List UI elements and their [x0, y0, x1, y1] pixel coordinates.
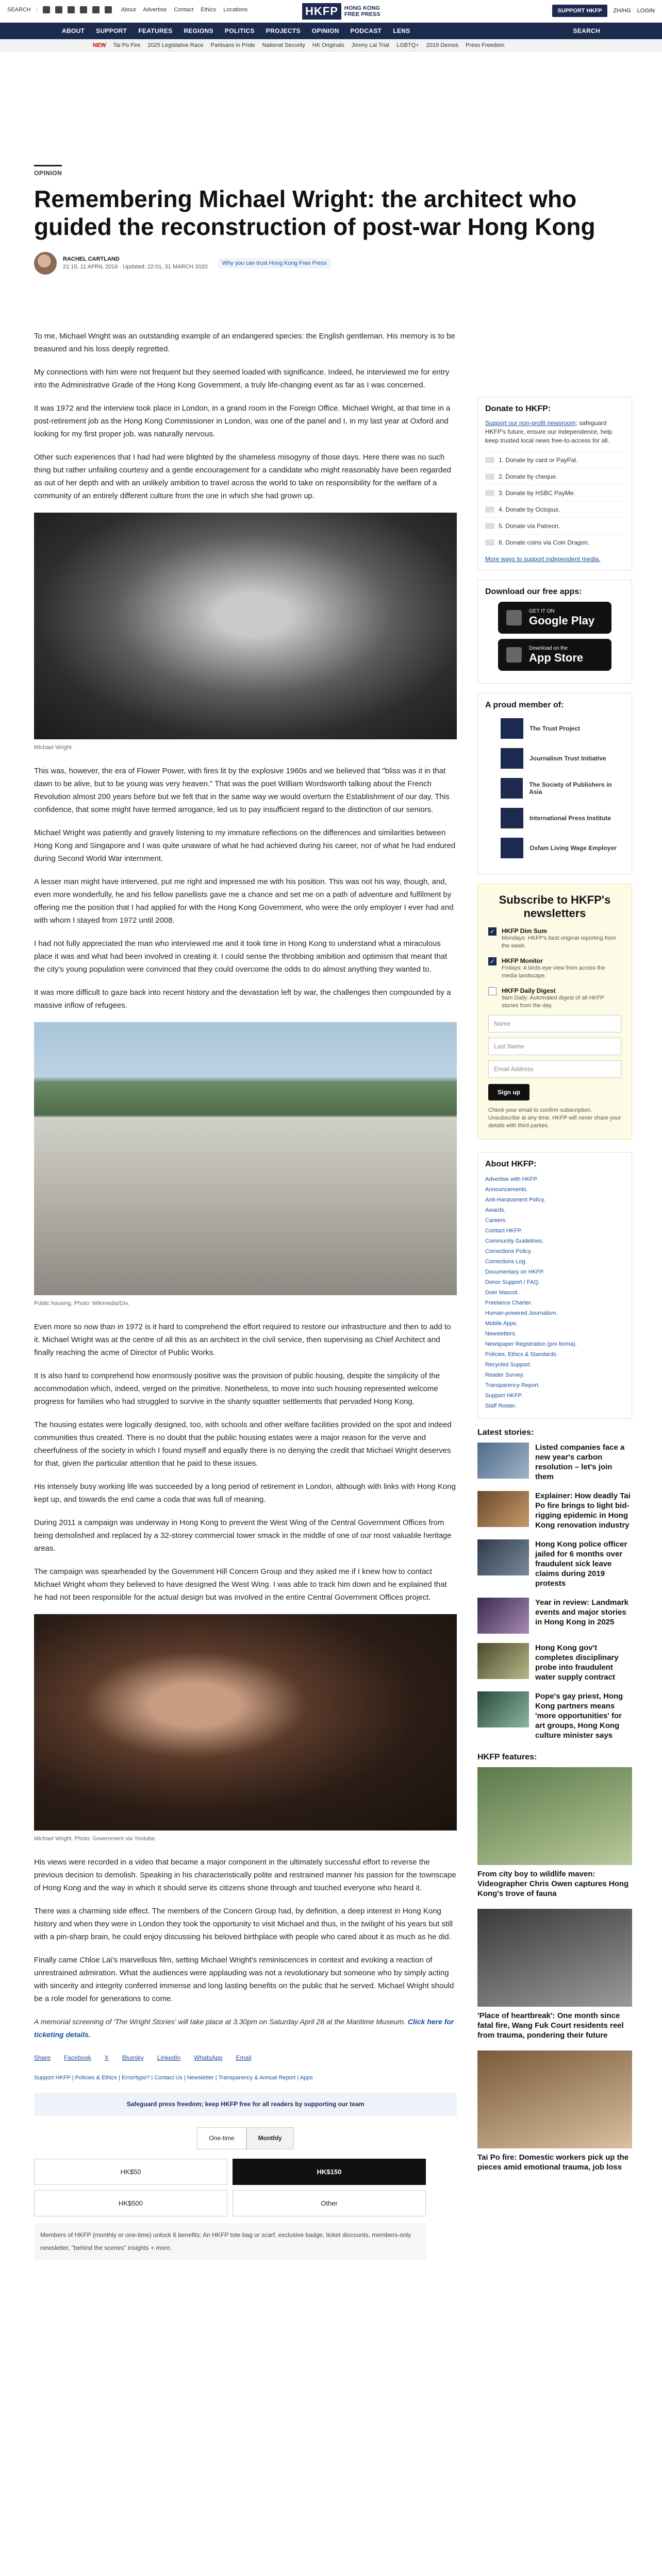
story-thumbnail: [477, 1691, 529, 1727]
paragraph: His views were recorded in a video that became a major component in the ultimately successful effort to reverse the previous decision to demolish. Speaking in his characteristically polite and restrained manner his passion for the townscape of Hong Kong and the way in which it should serve its citizens shone through and touched everyone who heard it.: [34, 1858, 456, 1892]
nav-politics[interactable]: POLITICS: [224, 27, 255, 35]
share-whatsapp[interactable]: WhatsApp: [194, 2054, 223, 2061]
story-thumbnail: [477, 1539, 529, 1575]
paragraph: A lesser man might have intervened, put me right and impressed me with his position. This was not his way, though, and, even more wonderfully, he and his fellow panellists gave me a chance and set me on a path of adventure and fulfilment by offering me the position that I had applied for with the Hong Kong Government, who were the only employer I ever had and with whom I stayed from 1972 until 2008.: [34, 877, 454, 925]
tag-item[interactable]: HK Originals: [312, 42, 344, 48]
amount-150[interactable]: HK$150: [233, 2159, 426, 2185]
util-link-contact[interactable]: Contact: [174, 7, 194, 13]
donate-option[interactable]: 4. Donate by Octopus.: [485, 501, 624, 517]
support-hkfp-button[interactable]: SUPPORT HKFP: [552, 5, 607, 17]
ipi-logo[interactable]: International Press Institute: [501, 807, 624, 829]
paragraph: It was 1972 and the interview took place in London, in a grand room in the Foreign Office. Michael Wright, at that time in a post-retirement job as the Hong Kong Commissioner in London, was one of the panel and I, in my last year at Oxford and looking for my first proper job, was naturally nervous.: [34, 404, 451, 438]
about-box: [477, 1152, 632, 1419]
about-link[interactable]: Documentary on HKFP.: [485, 1269, 544, 1275]
paragraph: It is also hard to comprehend how enormously positive was the provision of public housing, despite the simplicity of the accommodation which, indeed, verged on the primitive. Nonetheless, to move into such housing represented welcome progress for families who had struggled to survive in the shanty squatter settlements that pervaded Hong Kong.: [34, 1371, 440, 1406]
paragraph: To me, Michael Wright was an outstanding example of an endangered species: the English gentleman. His memory is to be treasured and his loss deeply regretted.: [34, 332, 455, 353]
donate-box: [477, 397, 632, 570]
about-link[interactable]: Advertise with HKFP.: [485, 1176, 538, 1182]
nav-search[interactable]: SEARCH: [573, 27, 600, 35]
article-body: [34, 330, 457, 2260]
share-x[interactable]: X: [104, 2054, 109, 2061]
patreon-icon: [485, 523, 494, 529]
paragraph: Other such experiences that I had had were blighted by the shameless misogyny of those days. Here there was no such thing but rather unfailing courtesy and a gentle encouragement for a candidate who might reasonably have been regarded as out of her depth and with an unlikely ambition to travel across the world to take on responsibility for the welfare of a community of an entirely different culture from the one in which she had grown up.: [34, 453, 451, 500]
newsletter-option[interactable]: ✓ HKFP Dim Sum Mondays: HKFP's best original reporting from the week.: [488, 927, 621, 950]
logo-mark: HKFP: [302, 3, 341, 20]
trending-tags: [0, 39, 662, 52]
paragraph: His intensely busy working life was succeeded by a long period of retirement in London, although with links with Hong Kong kept up, and towards the end came a coda that was full of meaning.: [34, 1482, 456, 1504]
about-link[interactable]: Announcements.: [485, 1187, 528, 1193]
apps-box: [477, 580, 632, 684]
about-link[interactable]: Policies, Ethics & Standards.: [485, 1351, 558, 1358]
membership-note: Members of HKFP (monthly or one-time) unlock 6 benefits: An HKFP tote bag or scarf, exclusive badge, ticket discounts, members-only newsletter, "behind the scenes" insights + more.: [34, 2224, 426, 2260]
donation-amounts: [34, 2159, 426, 2216]
amount-500[interactable]: HK$500: [34, 2190, 227, 2216]
threads-icon[interactable]: [92, 6, 100, 13]
article-header: [34, 165, 627, 275]
feature-thumbnail: [477, 1767, 632, 1865]
checkbox-unchecked[interactable]: [488, 987, 496, 995]
latest-story[interactable]: Year in review: Landmark events and major stories in Hong Kong in 2025: [477, 1598, 632, 1634]
donate-option[interactable]: 2. Donate by cheque.: [485, 468, 624, 484]
util-link-advertise[interactable]: Advertise: [143, 7, 167, 13]
share-email[interactable]: Email: [236, 2054, 252, 2061]
tag-item[interactable]: Jimmy Lai Trial: [351, 42, 389, 48]
nav-regions[interactable]: REGIONS: [184, 27, 213, 35]
tag-item[interactable]: Partisans in Pride: [210, 42, 255, 48]
about-link[interactable]: Reader Survey.: [485, 1372, 524, 1378]
google-play-icon: [506, 610, 522, 625]
latest-story[interactable]: Hong Kong police officer jailed for 6 months over fraudulent sick leave claims during 2019 protests: [477, 1539, 632, 1588]
signup-button[interactable]: Sign up: [488, 1084, 529, 1100]
author-avatar: [34, 252, 57, 275]
housing-image: [34, 1022, 457, 1295]
util-link-locations[interactable]: Locations: [223, 7, 248, 13]
donate-option[interactable]: 1. Donate by card or PayPal.: [485, 451, 624, 468]
about-link[interactable]: Contact HKFP.: [485, 1228, 522, 1234]
youtube-icon[interactable]: [80, 6, 87, 13]
newsletter-option[interactable]: ✓ HKFP Monitor Fridays: A birds-eye view from across the media landscape.: [488, 957, 621, 980]
app-store-badge[interactable]: Download on the App Store: [498, 639, 611, 671]
coin-icon: [485, 539, 494, 546]
tag-item[interactable]: 2025 Legislative Race: [147, 42, 204, 48]
about-link[interactable]: Human-powered Journalism.: [485, 1310, 558, 1316]
jti-logo[interactable]: Journalism Trust Initiative: [501, 747, 624, 770]
paragraph: The campaign was spearheaded by the Government Hill Concern Group and they asked me if I knew how to contact Michael Wright whom they believed to have designed the West Wing. I was able to track him down and he explained that he had not been responsible for the actual design but was involved in the entire Central Government Offices project.: [34, 1567, 447, 1602]
paragraph: I had not fully appreciated the man who interviewed me and it took time in Hong Kong to understand what a miraculous place it was and what had been involved in creating it. I could sense the throbbing ambition and optimism that meant that the city's young population were convinced that they could overcome the odds to do almost anything they wanted to.: [34, 939, 448, 974]
google-play-badge[interactable]: GET IT ON Google Play: [498, 602, 611, 634]
about-link[interactable]: Freelance Charter.: [485, 1300, 533, 1306]
about-link[interactable]: Staff Roster.: [485, 1403, 517, 1409]
paragraph: This was, however, the era of Flower Power, with fires lit by the explosive 1960s and we believed that "bliss was it in that dawn to be alive, but to be young was very heaven." That was the poet William Wordsworth talking about the French Revolution almost 200 years before but we felt that in the same way we would overturn the Establishment of our day. This confidence, that some might have termed arrogance, led us to pay insufficient regard to the distinction of our seniors.: [34, 767, 450, 814]
membership-box: [477, 693, 632, 874]
about-link[interactable]: Community Guidelines.: [485, 1238, 544, 1244]
donate-intro-link[interactable]: Support our non-profit newsroom: [485, 419, 576, 427]
utility-links: [121, 7, 248, 13]
member-title: A proud member of:: [485, 701, 564, 709]
util-link-ethics[interactable]: Ethics: [201, 7, 217, 13]
sopa-logo[interactable]: The Society of Publishers in Asia: [501, 777, 624, 800]
freq-monthly[interactable]: Monthly: [246, 2127, 294, 2149]
feature-thumbnail: [477, 2050, 632, 2148]
newsletter-title: Subscribe to HKFP's newsletters: [499, 893, 611, 920]
nav-lens[interactable]: LENS: [393, 27, 410, 35]
paragraph: There was a charming side effect. The members of the Concern Group had, by definition, a deep interest in Hong Kong history and when they were in London they took the opportunity to visit Michael and thus, in the twilight of his years but still with a pin-sharp brain, he could enjoy discussing his beloved birthplace with people who cared about it as much as he did.: [34, 1907, 453, 1941]
about-link[interactable]: Anti-Harassment Policy.: [485, 1197, 545, 1203]
nav-projects[interactable]: PROJECTS: [266, 27, 301, 35]
story-thumbnail: [477, 1598, 529, 1634]
x-icon[interactable]: [55, 6, 62, 13]
donate-option[interactable]: 3. Donate by HSBC PayMe.: [485, 484, 624, 501]
article-kicker[interactable]: OPINION: [34, 165, 62, 177]
figure-video-still: [34, 1614, 457, 1845]
donate-title: Donate to HKFP:: [485, 404, 551, 413]
features-section: [477, 1753, 632, 2172]
article-title: Remembering Michael Wright: the architect who guided the reconstruction of post-war Hong Kong: [34, 185, 595, 240]
feature-story[interactable]: From city boy to wildlife maven: Videographer Chris Owen captures Hong Kong's trove of fauna: [477, 1767, 632, 1899]
about-link[interactable]: Careers.: [485, 1217, 507, 1224]
about-link[interactable]: Transparency Report.: [485, 1382, 540, 1388]
nav-opinion[interactable]: OPINION: [311, 27, 339, 35]
tag-new-label: NEW: [93, 42, 106, 48]
tag-item[interactable]: Press Freedom: [466, 42, 505, 48]
article-footer-links[interactable]: Support HKFP | Policies & Ethics | Error/typo? | Contact Us | Newsletter | Transparency & Annual Report | Apps: [34, 2075, 313, 2081]
video-still-image: [34, 1614, 457, 1831]
latest-story[interactable]: Hong Kong gov't completes disciplinary probe into fraudulent water supply contract: [477, 1643, 632, 1682]
latest-story[interactable]: Listed companies face a new year's carbon resolution – let's join them: [477, 1443, 632, 1482]
share-bluesky[interactable]: Bluesky: [122, 2054, 144, 2061]
paragraph: It was more difficult to gaze back into recent history and the devastation left by war, the challenges then compounded by a massive inflow of refugees.: [34, 988, 451, 1010]
amount-other[interactable]: Other: [233, 2190, 426, 2216]
amount-50[interactable]: HK$50: [34, 2159, 227, 2185]
story-thumbnail: [477, 1443, 529, 1479]
latest-story[interactable]: Pope's gay priest, Hong Kong partners means 'more opportunities' for art groups, Hong Kong culture minister says: [477, 1691, 632, 1740]
about-link[interactable]: Newspaper Registration (pro forma).: [485, 1341, 577, 1347]
share-linkedin[interactable]: LinkedIn: [157, 2054, 181, 2061]
donate-option[interactable]: 6. Donate coins via Coin Dragon.: [485, 534, 624, 550]
mail-icon[interactable]: [105, 6, 112, 13]
trust-tip[interactable]: Why you can trust Hong Kong Free Press: [218, 258, 331, 268]
about-link[interactable]: Support HKFP.: [485, 1393, 523, 1399]
article-dates: 21:15, 11 APRIL 2018 · Updated: 22:01, 31 MARCH 2020: [63, 264, 208, 270]
tag-item[interactable]: Tai Po Fire: [113, 42, 141, 48]
more-ways-link[interactable]: More ways to support independent media.: [485, 555, 601, 563]
feature-thumbnail: [477, 1909, 632, 2007]
instagram-icon[interactable]: [68, 6, 75, 13]
checkbox-checked[interactable]: ✓: [488, 927, 496, 936]
name-field[interactable]: Name: [488, 1015, 621, 1032]
about-title: About HKFP:: [485, 1160, 537, 1168]
byline: [34, 252, 627, 275]
paragraph: Michael Wright was patiently and gravely listening to my immature reflections on the differences and similarities between Hong Kong and Singapore and I was quite unaware of what he had achieved during his career, nor of what he had endured during Second World War internment.: [34, 828, 456, 863]
latest-story[interactable]: Explainer: How deadly Tai Po fire brings to light bid-rigging epidemic in Hong Kong renovation industry: [477, 1491, 632, 1530]
feature-story[interactable]: Tai Po fire: Domestic workers pick up the pieces amid emotional trauma, job loss: [477, 2050, 632, 2172]
card-icon: [485, 457, 494, 463]
top-right: [552, 5, 655, 17]
figure-michael-wright: [34, 513, 457, 754]
util-link-about[interactable]: About: [121, 7, 136, 13]
about-link[interactable]: Corrections Log.: [485, 1259, 527, 1265]
tag-item[interactable]: National Security: [262, 42, 305, 48]
tag-item[interactable]: LGBTQ+: [396, 42, 419, 48]
share-label: Share: [34, 2054, 51, 2061]
email-field[interactable]: Email Address: [488, 1060, 621, 1078]
story-thumbnail: [477, 1643, 529, 1679]
latest-stories: [477, 1428, 632, 1740]
newsletter-note: Check your email to confirm subscription. Unsubscribe at any time. HKFP will never share your details with third parties.: [488, 1107, 621, 1129]
about-link[interactable]: Awards.: [485, 1207, 506, 1213]
about-link[interactable]: Newsletters.: [485, 1331, 517, 1337]
about-list: [485, 1174, 624, 1411]
memorial-note: [34, 2015, 457, 2041]
story-thumbnail: [477, 1491, 529, 1527]
main-nav: [0, 23, 662, 39]
figure-caption: Michael Wright. Photo: Government via Youtube.: [34, 1836, 157, 1842]
site-logo[interactable]: [302, 3, 380, 20]
nav-podcast[interactable]: PODCAST: [350, 27, 382, 35]
donation-frequency-toggle: [34, 2127, 457, 2149]
tag-item[interactable]: 2019 Demos: [426, 42, 459, 48]
share-links: [34, 2052, 457, 2064]
figure-caption: Michael Wright.: [34, 744, 73, 751]
ticketing-link[interactable]: Click here for ticketing details.: [34, 2018, 454, 2039]
top-left: SEARCH | About Advertise Contact Ethics Locations: [7, 7, 248, 13]
figure-public-housing: [34, 1022, 457, 1310]
apple-icon: [506, 647, 522, 663]
logo-words: HONG KONG FREE PRESS: [344, 5, 380, 18]
trust-project-logo[interactable]: The Trust Project: [501, 717, 624, 740]
paragraph: During 2011 a campaign was underway in Hong Kong to prevent the West Wing of the Central Government Offices from being demolished and replaced by a 32-storey commercial tower smack in the middle of one of our most valuable heritage areas.: [34, 1518, 452, 1553]
paragraph: The housing estates were logically designed, too, with schools and other welfare facilities provided on the spot and indeed communities thus created. There is no doubt that the public housing estates were a major reason for the verve and cheerfulness of the society in which I found myself and equally there is no denying the credit that Michael Wright deserves for that, given the particular attention that he paid to these issues.: [34, 1420, 452, 1468]
language-switch[interactable]: ZH/HG: [613, 8, 631, 14]
donate-intro: Support our non-profit newsroom; safeguard HKFP's future, ensure our independence, help keep trusted local news free-to-access for all.: [485, 419, 613, 444]
about-link[interactable]: Doer Mascot.: [485, 1290, 519, 1296]
about-link[interactable]: Donor Support / FAQ.: [485, 1279, 540, 1285]
portrait-image: [34, 513, 457, 739]
safeguard-banner: Safeguard press freedom; keep HKFP free for all readers by supporting our team: [34, 2093, 457, 2116]
payme-icon: [485, 490, 494, 496]
figure-caption: Public housing. Photo: Wikimedia/Dix.: [34, 1300, 130, 1307]
author-name[interactable]: RACHEL CARTLAND: [63, 256, 120, 262]
octopus-icon: [485, 506, 494, 513]
login-link[interactable]: LOGIN: [637, 8, 655, 14]
nav-features[interactable]: FEATURES: [138, 27, 173, 35]
memorial-text: A memorial screening of 'The Wright Stories' will take place at 3.30pm on Saturday April 28 at the Maritime Museum.: [34, 2018, 406, 2026]
nav-support[interactable]: SUPPORT: [96, 27, 127, 35]
top-bar: [0, 0, 662, 23]
newsletter-option[interactable]: HKFP Daily Digest 9am Daily: Automated digest of all HKFP stories from the day.: [488, 987, 621, 1010]
feature-story[interactable]: 'Place of heartbreak': One month since fatal fire, Wang Fuk Court residents reel from trauma, pondering their future: [477, 1909, 632, 2040]
latest-title: Latest stories:: [477, 1428, 534, 1437]
nav-about[interactable]: ABOUT: [62, 27, 85, 35]
sidebar: [477, 397, 632, 2182]
checkbox-checked[interactable]: ✓: [488, 957, 496, 965]
paragraph: My connections with him were not frequent but they seemed loaded with significance. Indeed, he interviewed me for entry into the Administrative Grade of the Hong Kong Government, a truly life-changing event as far as I was concerned.: [34, 368, 450, 389]
about-link[interactable]: Corrections Policy.: [485, 1248, 532, 1255]
about-link[interactable]: Recycled Support.: [485, 1362, 532, 1368]
about-link[interactable]: Mobile Apps.: [485, 1320, 518, 1327]
paragraph: Finally came Chloe Lai's marvellous film, setting Michael Wright's reminiscences in context and evoking a reaction of unrestrained admiration. What the audiences were applauding was not a revolutionary but someone who by simply acting with sincerity and integrity conferred immense and long lasting benefits on the public that he served. Michael Wright should be a role model for generations to come.: [34, 1956, 454, 2003]
features-title: HKFP features:: [477, 1753, 537, 1761]
cheque-icon: [485, 473, 494, 480]
donate-option[interactable]: 5. Donate via Patreon.: [485, 517, 624, 534]
last-name-field[interactable]: Last Name: [488, 1038, 621, 1055]
oxfam-logo[interactable]: Oxfam Living Wage Employer: [501, 837, 624, 859]
newsletter-signup: [477, 884, 632, 1140]
byline-meta: [63, 256, 208, 271]
paragraph: Even more so now than in 1972 is it hard to comprehend the effort required to restore our infrastructure and then to add to it. Michael Wright was at the centre of all this as an architect in the civil service, then supervising as Chief Architect and finally reaching the acme of Director of Public Works.: [34, 1323, 451, 1357]
apps-title: Download our free apps:: [485, 587, 582, 596]
share-facebook[interactable]: Facebook: [64, 2054, 91, 2061]
freq-one-time[interactable]: One-time: [197, 2127, 246, 2149]
search-link[interactable]: SEARCH: [7, 7, 31, 13]
facebook-icon[interactable]: [43, 6, 50, 13]
